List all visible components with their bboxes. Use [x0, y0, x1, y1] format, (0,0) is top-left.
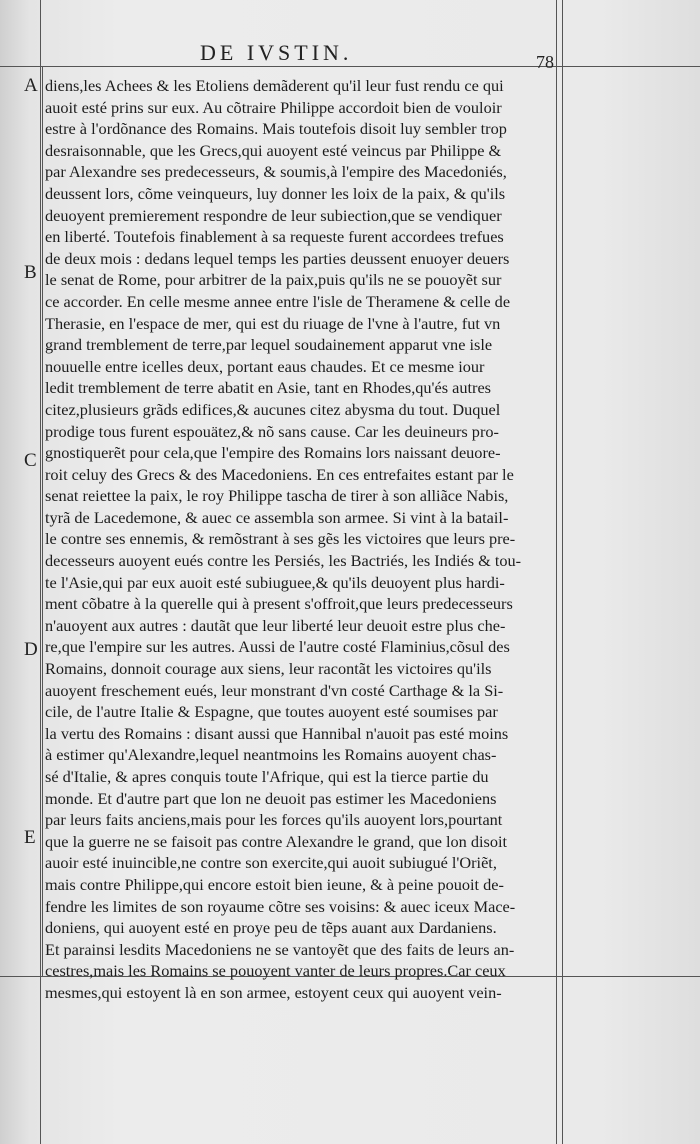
running-title: DE IVSTIN. — [200, 40, 353, 65]
text-line: mais contre Philippe,qui encore estoit bien ieune, & à peine pouoit de- — [45, 874, 504, 894]
text-line: desraisonnable, que les Grecs,qui auoyent esté veincus par Philippe & — [45, 140, 502, 160]
margin-letter-a: A — [24, 75, 38, 96]
text-line: te l'Asie,qui par eux auoit esté subiuguee,& qu'ils deuoyent plus hardi- — [45, 572, 505, 592]
text-line: grand tremblement de terre,par lequel soudainement apparut vne isle — [45, 335, 493, 355]
text-line: ce accorder. En celle mesme annee entre l'isle de Theramene & celle de — [45, 291, 511, 311]
text-line: auoir esté inuincible,ne contre son exercite,qui auoit subiugué l'Oriẽt, — [45, 853, 497, 873]
right-outer-rule — [562, 0, 563, 1144]
text-line: auoit esté prins sur eux. Au cõtraire Philippe accordoit bien de vouloir — [45, 97, 502, 117]
text-line: n'auoyent aux autres : dautãt que leur liberté leur deuoit estre plus che- — [45, 615, 506, 635]
text-line: gnostiquerẽt pour cela,que l'empire des Romains lors naissant deuore- — [45, 443, 501, 463]
text-line: mesmes,qui estoyent là en son armee, estoyent ceux qui auoyent vein- — [45, 982, 502, 1002]
text-line: sé d'Italie, & apres conquis toute l'Afrique, qui est la tierce partie du — [45, 767, 489, 786]
text-line: ment cõbatre à la querelle qui à present s'offroit,que leurs predecesseurs — [45, 594, 513, 614]
text-line: que la guerre ne se faisoit pas contre Alexandre le grand, que lon disoit — [45, 831, 508, 851]
text-line: roit celuy des Grecs & des Macedoniens. En ces entrefaites estant par le — [45, 464, 514, 484]
text-line: monde. Et d'autre part que lon ne deuoit pas estimer les Macedoniens — [45, 788, 497, 808]
text-line: re,que l'empire sur les autres. Aussi de l'autre costé Flaminius,cõsul des — [45, 637, 510, 657]
text-line: cestres,mais les Romains se pouoyent vanter de leurs propres.Car ceux — [45, 961, 506, 981]
text-line: le senat de Rome, pour arbitrer de la paix,puis qu'ils ne se pouoyẽt sur — [45, 270, 502, 290]
text-line: Therasie, en l'espace de mer, qui est du riuage de l'vne à l'autre, fut vn — [45, 313, 501, 333]
margin-letter-d: D — [24, 639, 38, 660]
text-line: Romains, donnoit courage aux siens, leur racontãt les victoires qu'ils — [45, 659, 492, 679]
text-line: doniens, qui auoyent esté en proye peu de tẽps auant aux Dardaniens. — [45, 918, 497, 938]
text-line: la vertu des Romains : disant aussi que Hannibal n'auoit pas esté moins — [45, 723, 509, 743]
text-line: deuoyent premierement respondre de leur subiection,que se vendiquer — [45, 205, 502, 225]
body-text — [45, 75, 560, 1004]
text-line: tyrã de Lacedemone, & auec ce assembla son armee. Si vint à la batail- — [45, 507, 509, 527]
text-line: à estimer qu'Alexandre,lequel neantmoins les Romains auoyent chas- — [45, 745, 497, 765]
text-line: fendre les limites de son royaume cõtre ses voisins: & auec iceux Mace- — [45, 896, 516, 916]
margin-letter-e: E — [24, 827, 36, 848]
text-line: de deux mois : dedans lequel temps les parties deussent enuoyer deuers — [45, 248, 510, 268]
text-line: senat reiettee la paix, le roy Philippe tascha de tirer à son alliãce Nabis, — [45, 486, 509, 506]
text-line: par Alexandre ses predecesseurs, & soumis,à l'empire des Macedoniés, — [45, 162, 507, 182]
text-line: nouuelle entre icelles deux, portant eaus chaudes. Et ce mesme iour — [45, 356, 485, 376]
text-line: en liberté. Toutefois finablement à sa requeste furent accordees trefues — [45, 227, 504, 247]
page-number: 78 — [536, 52, 554, 72]
text-line: deussent lors, cõme veinqueurs, luy donner les loix de la paix, & qu'ils — [45, 183, 506, 203]
margin-letter-c: C — [24, 450, 37, 471]
text-line: ledit tremblement de terre abatit en Asie, tant en Rhodes,qu'és autres — [45, 378, 492, 398]
text-line: citez,plusieurs grãds edifices,& aucunes citez abysma du tout. Duquel — [45, 399, 501, 419]
header-rule — [0, 66, 700, 67]
text-line: cile, de l'autre Italie & Espagne, que toutes auoyent esté soumises par — [45, 702, 498, 722]
margin-letter-b: B — [24, 262, 37, 283]
left-text-rule — [42, 66, 43, 976]
text-line: estre à l'ordõnance des Romains. Mais toutefois disoit luy sembler trop — [45, 119, 507, 139]
text-line: par leurs faits anciens,mais pour les forces qu'ils auoyent lors,pourtant — [45, 810, 503, 830]
text-line: decesseurs auoyent eués contre les Persiés, les Bactriés, les Indiés & tou- — [45, 551, 522, 571]
text-line: Et parainsi lesdits Macedoniens ne se vantoyẽt que des faits de leurs an- — [45, 939, 515, 959]
left-outer-rule — [40, 0, 41, 1144]
text-line: prodige tous furent espouätez,& nõ sans cause. Car les deuineurs pro- — [45, 421, 499, 441]
text-line: auoyent freschement eués, leur monstrant d'vn costé Carthage & la Si- — [45, 680, 504, 700]
text-line: le contre ses ennemis, & remõstrant à ses gẽs les victoires que leurs pre- — [45, 529, 516, 549]
text-line: diens,les Achees & les Etoliens demãderent qu'il leur fust rendu ce qui — [45, 76, 504, 95]
